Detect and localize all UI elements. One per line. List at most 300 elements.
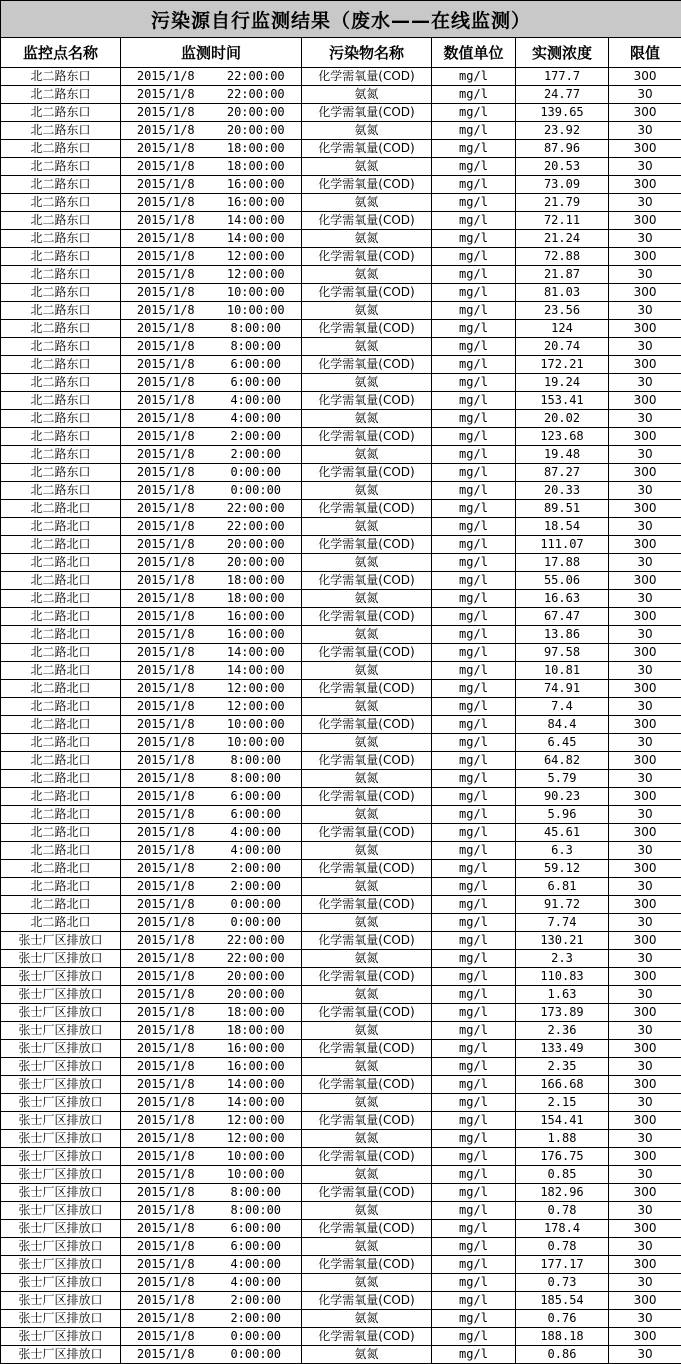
station-name: 北二路东口 (1, 158, 121, 176)
limit: 30 (609, 122, 681, 140)
unit: mg/l (432, 662, 516, 680)
limit: 300 (609, 1148, 681, 1166)
table-row (1, 1112, 681, 1130)
date: 2015/1/8 (121, 1112, 211, 1130)
concentration: 176.75 (516, 1148, 609, 1166)
unit: mg/l (432, 194, 516, 212)
station-name: 北二路东口 (1, 356, 121, 374)
date: 2015/1/8 (121, 554, 211, 572)
unit: mg/l (432, 1004, 516, 1022)
station-name: 北二路北口 (1, 644, 121, 662)
station-name: 北二路北口 (1, 824, 121, 842)
pollutant-name: 氨氮 (302, 842, 432, 860)
table-row (1, 986, 681, 1004)
pollutant-name: 氨氮 (302, 410, 432, 428)
pollutant-name: 氨氮 (302, 1130, 432, 1148)
limit: 300 (609, 1040, 681, 1058)
header-time: 监测时间 (121, 38, 302, 68)
concentration: 21.79 (516, 194, 609, 212)
pollutant-name: 氨氮 (302, 374, 432, 392)
station-name: 北二路北口 (1, 662, 121, 680)
time: 16:00:00 (211, 626, 302, 644)
time: 18:00:00 (211, 140, 302, 158)
concentration: 13.86 (516, 626, 609, 644)
concentration: 21.87 (516, 266, 609, 284)
table-row (1, 374, 681, 392)
table-row (1, 734, 681, 752)
date: 2015/1/8 (121, 590, 211, 608)
table-row (1, 1328, 681, 1346)
concentration: 84.4 (516, 716, 609, 734)
table-row (1, 770, 681, 788)
unit: mg/l (432, 518, 516, 536)
unit: mg/l (432, 608, 516, 626)
limit: 30 (609, 1022, 681, 1040)
header-unit: 数值单位 (432, 38, 516, 68)
concentration: 72.88 (516, 248, 609, 266)
time: 20:00:00 (211, 968, 302, 986)
pollutant-name: 氨氮 (302, 626, 432, 644)
time: 22:00:00 (211, 518, 302, 536)
unit: mg/l (432, 626, 516, 644)
concentration: 20.02 (516, 410, 609, 428)
pollutant-name: 氨氮 (302, 86, 432, 104)
unit: mg/l (432, 1238, 516, 1256)
pollutant-name: 氨氮 (302, 122, 432, 140)
station-name: 北二路东口 (1, 284, 121, 302)
pollutant-name: 氨氮 (302, 662, 432, 680)
station-name: 北二路北口 (1, 554, 121, 572)
concentration: 2.3 (516, 950, 609, 968)
unit: mg/l (432, 212, 516, 230)
station-name: 北二路北口 (1, 788, 121, 806)
time: 22:00:00 (211, 86, 302, 104)
concentration: 123.68 (516, 428, 609, 446)
pollutant-name: 化学需氧量(COD) (302, 608, 432, 626)
date: 2015/1/8 (121, 1022, 211, 1040)
table-row (1, 752, 681, 770)
time: 6:00:00 (211, 788, 302, 806)
table-row (1, 572, 681, 590)
time: 2:00:00 (211, 428, 302, 446)
table-row (1, 104, 681, 122)
time: 20:00:00 (211, 554, 302, 572)
table-row (1, 446, 681, 464)
time: 14:00:00 (211, 230, 302, 248)
station-name: 北二路北口 (1, 536, 121, 554)
pollutant-name: 化学需氧量(COD) (302, 140, 432, 158)
concentration: 2.35 (516, 1058, 609, 1076)
time: 2:00:00 (211, 1292, 302, 1310)
time: 2:00:00 (211, 446, 302, 464)
station-name: 张士厂区排放口 (1, 1112, 121, 1130)
table-row (1, 212, 681, 230)
concentration: 0.78 (516, 1202, 609, 1220)
header-limit: 限值 (609, 38, 681, 68)
concentration: 72.11 (516, 212, 609, 230)
concentration: 177.7 (516, 68, 609, 86)
station-name: 北二路东口 (1, 338, 121, 356)
table-row (1, 626, 681, 644)
time: 12:00:00 (211, 680, 302, 698)
concentration: 20.53 (516, 158, 609, 176)
time: 20:00:00 (211, 122, 302, 140)
table-row (1, 950, 681, 968)
pollutant-name: 氨氮 (302, 518, 432, 536)
table-row (1, 860, 681, 878)
station-name: 张士厂区排放口 (1, 1292, 121, 1310)
concentration: 45.61 (516, 824, 609, 842)
pollutant-name: 氨氮 (302, 302, 432, 320)
concentration: 2.36 (516, 1022, 609, 1040)
pollutant-name: 氨氮 (302, 158, 432, 176)
table-row (1, 482, 681, 500)
date: 2015/1/8 (121, 788, 211, 806)
limit: 30 (609, 410, 681, 428)
concentration: 110.83 (516, 968, 609, 986)
station-name: 北二路东口 (1, 104, 121, 122)
unit: mg/l (432, 122, 516, 140)
unit: mg/l (432, 1148, 516, 1166)
limit: 30 (609, 698, 681, 716)
pollutant-name: 氨氮 (302, 914, 432, 932)
concentration: 173.89 (516, 1004, 609, 1022)
table-row (1, 266, 681, 284)
table-row (1, 842, 681, 860)
limit: 30 (609, 1202, 681, 1220)
concentration: 5.96 (516, 806, 609, 824)
time: 6:00:00 (211, 356, 302, 374)
concentration: 133.49 (516, 1040, 609, 1058)
station-name: 北二路北口 (1, 860, 121, 878)
date: 2015/1/8 (121, 158, 211, 176)
limit: 30 (609, 446, 681, 464)
table-row (1, 1220, 681, 1238)
concentration: 124 (516, 320, 609, 338)
date: 2015/1/8 (121, 1184, 211, 1202)
table-row (1, 1040, 681, 1058)
date: 2015/1/8 (121, 1076, 211, 1094)
concentration: 182.96 (516, 1184, 609, 1202)
table-row (1, 662, 681, 680)
limit: 300 (609, 788, 681, 806)
date: 2015/1/8 (121, 68, 211, 86)
pollutant-name: 化学需氧量(COD) (302, 1112, 432, 1130)
date: 2015/1/8 (121, 878, 211, 896)
time: 0:00:00 (211, 1346, 302, 1364)
limit: 300 (609, 896, 681, 914)
pollutant-name: 氨氮 (302, 734, 432, 752)
limit: 300 (609, 572, 681, 590)
concentration: 20.74 (516, 338, 609, 356)
date: 2015/1/8 (121, 464, 211, 482)
station-name: 北二路东口 (1, 122, 121, 140)
date: 2015/1/8 (121, 86, 211, 104)
pollutant-name: 氨氮 (302, 446, 432, 464)
station-name: 北二路东口 (1, 230, 121, 248)
limit: 300 (609, 536, 681, 554)
time: 2:00:00 (211, 1310, 302, 1328)
table-row (1, 230, 681, 248)
time: 10:00:00 (211, 1148, 302, 1166)
station-name: 北二路北口 (1, 608, 121, 626)
time: 8:00:00 (211, 1184, 302, 1202)
station-name: 张士厂区排放口 (1, 1310, 121, 1328)
limit: 300 (609, 284, 681, 302)
time: 18:00:00 (211, 590, 302, 608)
concentration: 188.18 (516, 1328, 609, 1346)
time: 4:00:00 (211, 410, 302, 428)
station-name: 北二路北口 (1, 806, 121, 824)
station-name: 北二路东口 (1, 68, 121, 86)
time: 8:00:00 (211, 770, 302, 788)
station-name: 张士厂区排放口 (1, 986, 121, 1004)
time: 10:00:00 (211, 1166, 302, 1184)
concentration: 18.54 (516, 518, 609, 536)
unit: mg/l (432, 932, 516, 950)
station-name: 北二路北口 (1, 914, 121, 932)
date: 2015/1/8 (121, 860, 211, 878)
date: 2015/1/8 (121, 770, 211, 788)
unit: mg/l (432, 1112, 516, 1130)
concentration: 16.63 (516, 590, 609, 608)
date: 2015/1/8 (121, 644, 211, 662)
unit: mg/l (432, 1076, 516, 1094)
time: 10:00:00 (211, 734, 302, 752)
date: 2015/1/8 (121, 1256, 211, 1274)
station-name: 张士厂区排放口 (1, 1346, 121, 1364)
time: 2:00:00 (211, 878, 302, 896)
station-name: 张士厂区排放口 (1, 1040, 121, 1058)
date: 2015/1/8 (121, 374, 211, 392)
table-row (1, 1076, 681, 1094)
date: 2015/1/8 (121, 338, 211, 356)
pollutant-name: 化学需氧量(COD) (302, 428, 432, 446)
unit: mg/l (432, 230, 516, 248)
table-row (1, 1256, 681, 1274)
date: 2015/1/8 (121, 500, 211, 518)
limit: 300 (609, 320, 681, 338)
table-row (1, 1184, 681, 1202)
unit: mg/l (432, 734, 516, 752)
unit: mg/l (432, 572, 516, 590)
unit: mg/l (432, 500, 516, 518)
time: 20:00:00 (211, 104, 302, 122)
date: 2015/1/8 (121, 806, 211, 824)
time: 12:00:00 (211, 248, 302, 266)
limit: 300 (609, 968, 681, 986)
unit: mg/l (432, 1220, 516, 1238)
station-name: 张士厂区排放口 (1, 1166, 121, 1184)
unit: mg/l (432, 1310, 516, 1328)
limit: 300 (609, 104, 681, 122)
pollutant-name: 化学需氧量(COD) (302, 1184, 432, 1202)
limit: 300 (609, 1076, 681, 1094)
date: 2015/1/8 (121, 1328, 211, 1346)
station-name: 张士厂区排放口 (1, 1256, 121, 1274)
station-name: 北二路东口 (1, 194, 121, 212)
pollutant-name: 氨氮 (302, 770, 432, 788)
station-name: 北二路北口 (1, 842, 121, 860)
unit: mg/l (432, 482, 516, 500)
time: 12:00:00 (211, 266, 302, 284)
station-name: 张士厂区排放口 (1, 1202, 121, 1220)
time: 8:00:00 (211, 338, 302, 356)
pollutant-name: 氨氮 (302, 950, 432, 968)
time: 16:00:00 (211, 1058, 302, 1076)
unit: mg/l (432, 1022, 516, 1040)
unit: mg/l (432, 266, 516, 284)
header-concentration: 实测浓度 (516, 38, 609, 68)
table-row (1, 608, 681, 626)
pollutant-name: 化学需氧量(COD) (302, 392, 432, 410)
limit: 30 (609, 842, 681, 860)
date: 2015/1/8 (121, 140, 211, 158)
time: 14:00:00 (211, 644, 302, 662)
table-row (1, 896, 681, 914)
time: 16:00:00 (211, 1040, 302, 1058)
time: 12:00:00 (211, 1112, 302, 1130)
table-row (1, 410, 681, 428)
concentration: 89.51 (516, 500, 609, 518)
station-name: 北二路北口 (1, 752, 121, 770)
date: 2015/1/8 (121, 716, 211, 734)
pollutant-name: 氨氮 (302, 1238, 432, 1256)
pollutant-name: 化学需氧量(COD) (302, 104, 432, 122)
time: 22:00:00 (211, 68, 302, 86)
unit: mg/l (432, 1184, 516, 1202)
unit: mg/l (432, 1328, 516, 1346)
table-row (1, 68, 681, 86)
limit: 30 (609, 626, 681, 644)
unit: mg/l (432, 68, 516, 86)
table-row (1, 878, 681, 896)
time: 4:00:00 (211, 392, 302, 410)
pollutant-name: 氨氮 (302, 194, 432, 212)
station-name: 张士厂区排放口 (1, 1022, 121, 1040)
limit: 30 (609, 986, 681, 1004)
limit: 300 (609, 824, 681, 842)
limit: 30 (609, 1346, 681, 1364)
station-name: 北二路北口 (1, 698, 121, 716)
concentration: 6.45 (516, 734, 609, 752)
time: 0:00:00 (211, 914, 302, 932)
station-name: 北二路北口 (1, 734, 121, 752)
time: 0:00:00 (211, 464, 302, 482)
time: 22:00:00 (211, 950, 302, 968)
time: 8:00:00 (211, 752, 302, 770)
station-name: 张士厂区排放口 (1, 932, 121, 950)
limit: 300 (609, 1112, 681, 1130)
concentration: 0.85 (516, 1166, 609, 1184)
time: 12:00:00 (211, 698, 302, 716)
date: 2015/1/8 (121, 482, 211, 500)
time: 4:00:00 (211, 1256, 302, 1274)
limit: 30 (609, 1310, 681, 1328)
table-row (1, 590, 681, 608)
station-name: 北二路东口 (1, 302, 121, 320)
limit: 300 (609, 248, 681, 266)
table-row (1, 788, 681, 806)
pollutant-name: 化学需氧量(COD) (302, 572, 432, 590)
concentration: 97.58 (516, 644, 609, 662)
pollutant-name: 氨氮 (302, 230, 432, 248)
pollutant-name: 氨氮 (302, 1058, 432, 1076)
pollutant-name: 化学需氧量(COD) (302, 212, 432, 230)
pollutant-name: 化学需氧量(COD) (302, 1076, 432, 1094)
concentration: 0.86 (516, 1346, 609, 1364)
date: 2015/1/8 (121, 1310, 211, 1328)
concentration: 7.74 (516, 914, 609, 932)
time: 10:00:00 (211, 716, 302, 734)
concentration: 17.88 (516, 554, 609, 572)
concentration: 23.56 (516, 302, 609, 320)
table-row (1, 194, 681, 212)
time: 0:00:00 (211, 482, 302, 500)
station-name: 北二路北口 (1, 770, 121, 788)
limit: 300 (609, 356, 681, 374)
table-row (1, 806, 681, 824)
date: 2015/1/8 (121, 284, 211, 302)
table-row (1, 320, 681, 338)
limit: 300 (609, 68, 681, 86)
table-row (1, 1022, 681, 1040)
station-name: 北二路东口 (1, 266, 121, 284)
table-row (1, 1004, 681, 1022)
concentration: 7.4 (516, 698, 609, 716)
limit: 30 (609, 806, 681, 824)
header-pollutant: 污染物名称 (302, 38, 432, 68)
date: 2015/1/8 (121, 410, 211, 428)
limit: 30 (609, 878, 681, 896)
limit: 30 (609, 1238, 681, 1256)
station-name: 北二路东口 (1, 140, 121, 158)
concentration: 91.72 (516, 896, 609, 914)
unit: mg/l (432, 644, 516, 662)
table-row (1, 716, 681, 734)
concentration: 1.63 (516, 986, 609, 1004)
unit: mg/l (432, 950, 516, 968)
station-name: 北二路北口 (1, 500, 121, 518)
unit: mg/l (432, 554, 516, 572)
date: 2015/1/8 (121, 680, 211, 698)
unit: mg/l (432, 338, 516, 356)
pollutant-name: 化学需氧量(COD) (302, 176, 432, 194)
table-row (1, 302, 681, 320)
pollutant-name: 化学需氧量(COD) (302, 1292, 432, 1310)
table-row (1, 338, 681, 356)
table-row (1, 932, 681, 950)
unit: mg/l (432, 1256, 516, 1274)
limit: 30 (609, 1130, 681, 1148)
limit: 300 (609, 644, 681, 662)
date: 2015/1/8 (121, 572, 211, 590)
pollutant-name: 氨氮 (302, 878, 432, 896)
unit: mg/l (432, 1202, 516, 1220)
date: 2015/1/8 (121, 1202, 211, 1220)
station-name: 北二路北口 (1, 878, 121, 896)
limit: 30 (609, 770, 681, 788)
time: 0:00:00 (211, 896, 302, 914)
unit: mg/l (432, 1040, 516, 1058)
concentration: 59.12 (516, 860, 609, 878)
concentration: 0.78 (516, 1238, 609, 1256)
unit: mg/l (432, 158, 516, 176)
concentration: 139.65 (516, 104, 609, 122)
time: 0:00:00 (211, 1328, 302, 1346)
station-name: 北二路北口 (1, 626, 121, 644)
concentration: 154.41 (516, 1112, 609, 1130)
